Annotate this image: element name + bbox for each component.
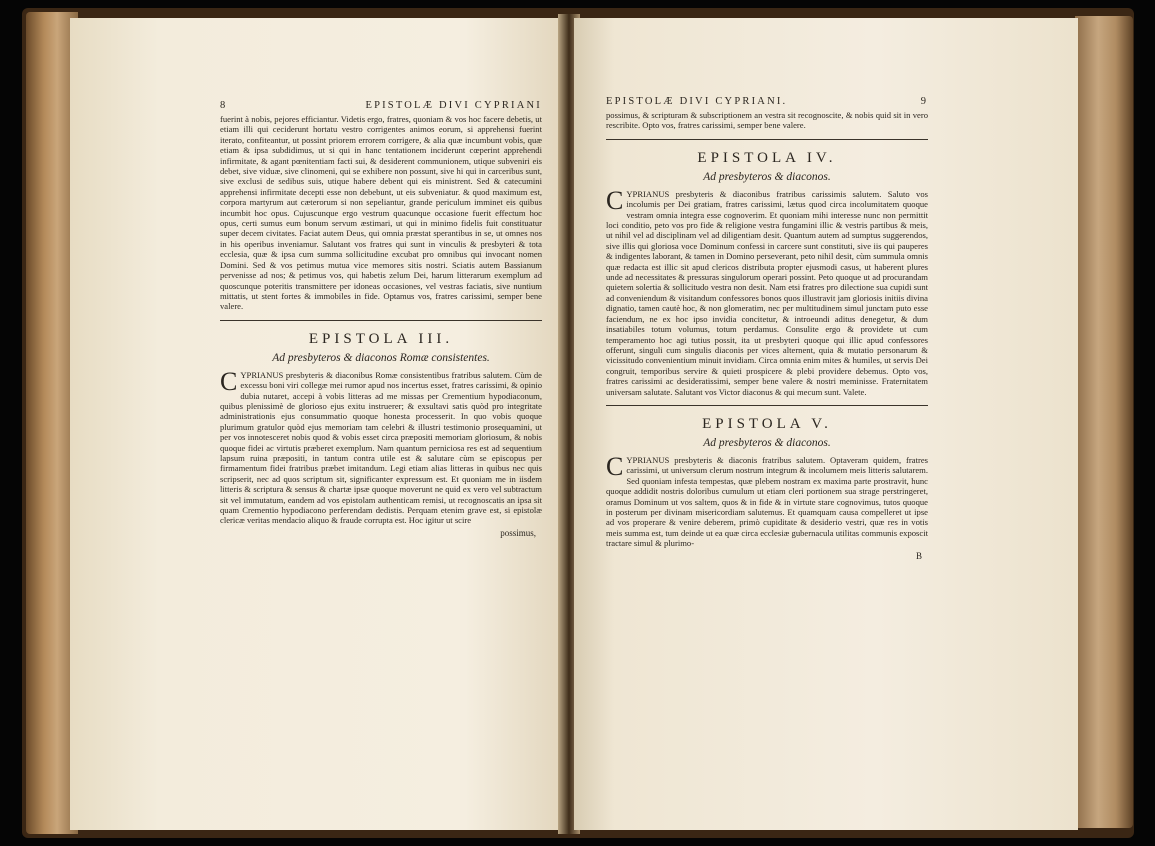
right-body-continuation: possimus, & scripturam & subscriptionem an vestra sit recognoscite, & nobis quid sit in vero rescribite. Opto vos, fratres carissimi, semper bene valere.: [606, 110, 928, 131]
epistola-iii-heading: EPISTOLA III.: [308, 330, 454, 347]
drop-cap: C: [220, 366, 238, 396]
right-running-head: [606, 96, 928, 107]
left-body-continuation: fuerint à nobis, pejores efficiantur. Videtis ergo, fratres, quoniam & vos hoc facere debetis, ut etiam illi qui ceciderunt hortatu vestro corrigentes animos eorum, si apprehensi fuerint iterato, confiteantur, ut possint priorem errorem corrigere, & alia quæ incumbunt vobis, quæ etiam & ipsa subdidimus, ut si qui in hanc tentationem inciderunt cœperint apprehendi infirmitate, & agant pœnitentiam facti sui, & desiderent communionem, utique subveniri eis debet, sive viduæ, sive clinomeni, qui se exhibere non possunt, sive hi qui in carceribus sunt, sive exclusi de sedibus suis, utique habere debent qui eis ministrent. Sed & catecumini apprehensi infirmitate decepti esse non debebunt, ut eis subveniatur. & quod maximum est, corpora martyrum aut cæterorum si non sepeliantur, grande periculum imminet eis quibus incumbit hoc opus. Cujuscunque ergo vestrum quacunque occasione fuerit effectum hoc opus, certi sumus eum bonum servum æstimari, ut qui in minimo fidelis fuit constituatur super decem civitates. Faciat autem Deus, qui omnia præstat sperantibus in se, ut omnes nos in his operibus inveniamur. Salutant vos fratres qui sunt in vinculis & presbyteri & tota ecclesia, quæ & ipsa cum summa sollicitudine excubat pro omnibus qui invocant nomen Domini. Sed & vos petimus mutua vice memores sitis nostri. Sciatis autem Bassianum pervenisse ad nos; & petimus vos, qui habetis zelum Dei, harum litterarum exemplum ad quoscunque poteritis transmittere per idoneas occasiones, vel vestras faciatis, sive nuntium mittatis, ut stent fortes & immobiles in fide. Optamus vos, fratres carissimi, semper bene valere.: [220, 114, 542, 312]
right-running-title: EPISTOLÆ DIVI CYPRIANI.: [606, 96, 788, 107]
signature-mark: B: [915, 550, 922, 561]
epistola-iv-subtitle: Ad presbyteros & diaconos.: [703, 170, 831, 183]
epistola-v-heading: EPISTOLA V.: [702, 415, 832, 432]
catchword: possimus,: [500, 527, 536, 538]
drop-cap: C: [606, 185, 624, 215]
left-page-number: 8: [220, 100, 228, 111]
section-divider: [220, 320, 542, 321]
right-page: [574, 18, 1078, 830]
left-running-title: EPISTOLÆ DIVI CYPRIANI: [365, 100, 542, 111]
left-page: [70, 18, 564, 830]
section-divider: [606, 405, 928, 406]
epistola-iv-body: [606, 185, 928, 397]
epistola-iv-text: YPRIANUS presbyteris & diaconibus fratribus carissimis salutem. Saluto vos incolumis per Dei gratiam, fratres carissimi, lætus quod circa incolumitatem quoque vestram omnia integra esse cognoverim. Et quoniam mihi interesse nunc non permittit loci conditio, peto vos pro fide & religione vestra fungamini illic & vestris partibus & meis, ut nihil vel ad disciplinam vel ad diligentiam desit. Quantum autem ad sumptus suggerendos, sive illis qui gloriosa voce Dominum confessi in carcere sunt constituti, sive iis qui pauperes & indigentes laborant, & tamen in Domino perseverant, peto nihil desit, cùm summula omnis quæ redacta est illic sit apud clericos distributa propter ejusmodi casus, ut haberent plures unde ad necessitates & pressuras singulorum operari possint. Peto quoque ut ad procurandam quietem solertia & sollicitudo vestra non desit. Nam etsi fratres pro dilectione sua cupidi sunt ad conveniendum & visitandum confessores bonos quos illustravit jam gloriosis initiis divina dignatio, tamen cautè hoc, & non glomeratim, nec per multitudinem simul junctam puto esse faciendum, ne ex hoc ipso invidia concitetur, & introeundi aditus denegetur, & dum insatiabiles totum volumus, totum perdamus. Consulite ergo & providete ut cum temperamento hoc agi tutius possit, ita ut presbyteri quoque qui illic apud confessores offerunt, singuli cum singulis diaconis per vices alternent, quia & mutatio personarum & vicissitudo convenientium minuit invidiam. Circa omnia enim mites & humiles, ut servis Dei congruit, temporibus servire & quieti prospicere & plebi providere debemus. Opto vos, fratres carissimi ac desideratissimi, semper bene valere & nostri meminisse. Fraternitatem universam salutate. Salutant vos Victor diaconus & qui mecum sunt. Valete.: [606, 188, 928, 397]
epistola-v-body: [606, 451, 928, 549]
right-page-edges: [1075, 16, 1133, 828]
right-page-number: 9: [920, 96, 928, 107]
section-divider: [606, 139, 928, 140]
epistola-v-subtitle: Ad presbyteros & diaconos.: [703, 436, 831, 449]
epistola-iii-text: YPRIANUS presbyteris & diaconibus Romæ consistentibus fratribus salutem. Cùm de excessu boni viri collegæ mei rumor apud nos incertus esset, fratres carissimi, & opinio dubia nutaret, accepi à vobis litteras ad me missas per Crementium hypodiaconum, quibus plenissimè de glorioso ejus exitu instruerer; & exsultavi satis quòd pro integritate administrationis ejus consummatio quoque honesta processerit. In quo vobis quoque plurimum gratulor quòd ejus memoriam tam celebri & illustri testimonio prosequamini, ut per vos innotesceret nobis quod & vobis esset circa præpositi memoriam gloriosum, & nobis quoque fidei ac virtutis præberet exemplum. Nam quantum perniciosa res est ad sequentium lapsum ruina præpositi, in tantum contra utile est & salutare cùm se episcopus per firmamentum fidei fratribus præbet imitandum. Legi etiam alias litteras in quibus nec quis scripserit, nec ad quos scriptum sit, significanter expressum est. Et quoniam me in iisdem litteris & scriptura & sensus & chartæ ipsæ quoque moverunt ne quid ex vero vel subtractum sit vel immutatum, eandem ad vos epistolam authenticam remisi, ut recognoscatis an ipsa sit quam Crementio hypodiacono perferendam dedistis. Perquam etenim grave est, si epistolæ clericæ veritas mendacio aliquo & fraude corrupta est. Hoc igitur ut scire: [220, 369, 542, 526]
epistola-iii-subtitle: Ad presbyteros & diaconos Romæ consistentes.: [272, 351, 490, 364]
epistola-v-text: YPRIANUS presbyteris & diaconis fratribus salutem. Optaveram quidem, fratres carissimi, ut universum clerum nostrum integrum & incolumem meis litteris salutarem. Sed quoniam infesta tempestas, quæ plebem nostram ex maxima parte prostravit, hunc quoque addidit nostris doloribus cumulum ut etiam cleri portionem sua strage perstringeret, oramus Dominum ut vos saltem, quos & in fide & in virtute stare cognovimus, tutos quoque in posterum per divinam misericordiam salutemus. Et quamquam causa compelleret ut ipse ad vos properare & venire deberem, primò cupiditate & desiderio vestri, quæ res in votis meis summa est, tum deinde ut ea quæ circa ecclesiæ gubernacula utilitas communis exposcit tractare simul & plurimo-: [606, 454, 928, 549]
drop-cap: C: [606, 451, 624, 481]
epistola-iii-body: [220, 366, 542, 526]
epistola-iv-heading: EPISTOLA IV.: [697, 149, 837, 166]
left-running-head: [220, 100, 542, 111]
